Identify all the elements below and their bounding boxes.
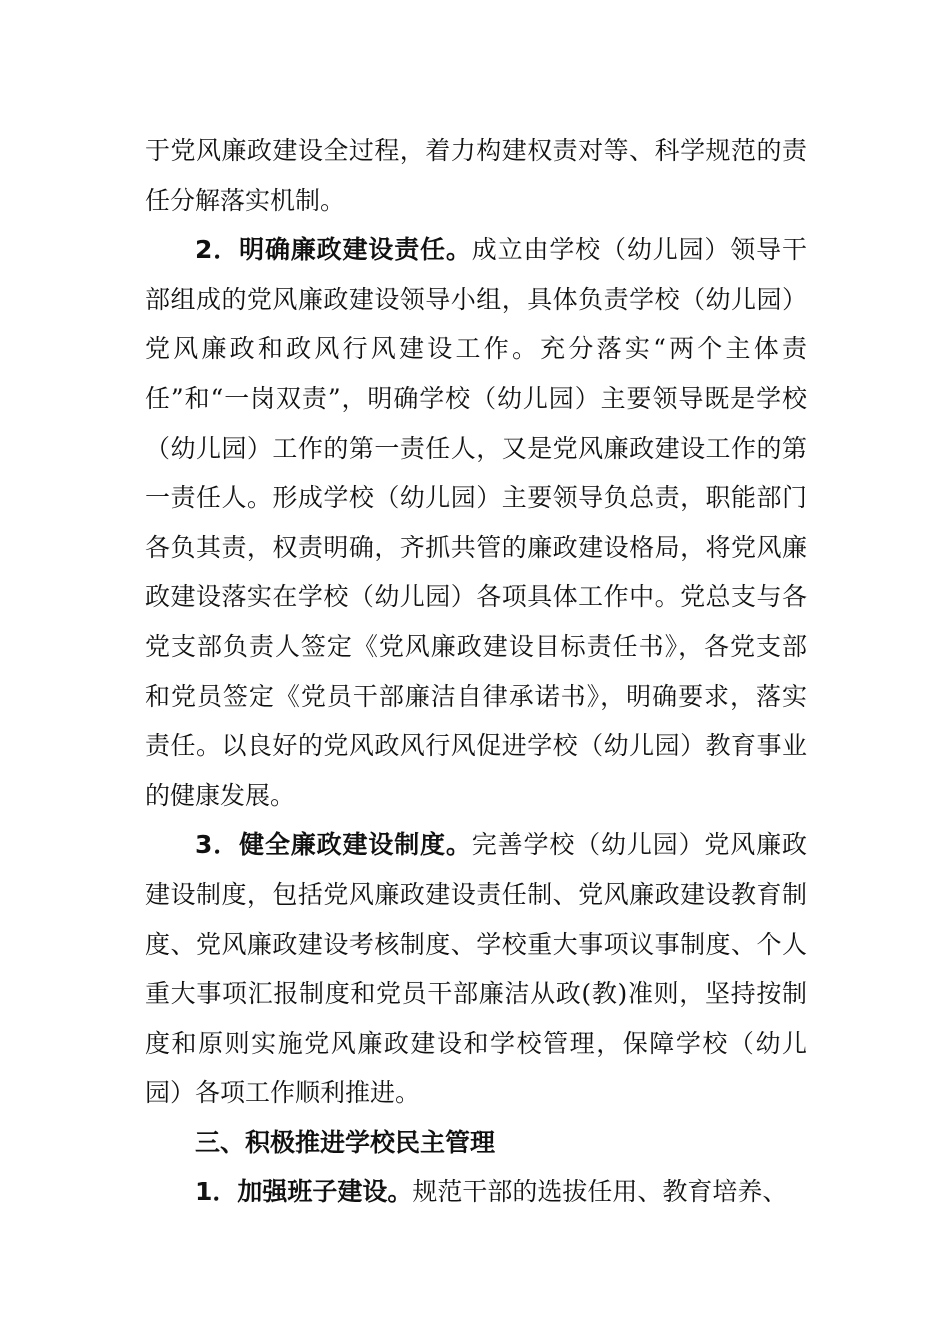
- section-heading-text: 三、积极推进学校民主管理: [195, 1127, 496, 1157]
- paragraph-team-building: [145, 1167, 807, 1217]
- paragraph-lead: 1．加强班子建设。: [195, 1177, 413, 1207]
- paragraph-text: 规范干部的选拔任用、教育培养、: [412, 1177, 788, 1207]
- paragraph-text: 完善学校（幼儿园）党风廉政建设制度，包括党风廉政建设责任制、党风廉政建设教育制度、党风廉政建设考核制度、学校重大事项议事制度、个人重大事项汇报制度和党员干部廉洁从政(教)准则，坚持按制度和原则实施党风廉政建设和学校管理，保障学校（幼儿园）各项工作顺利推进。: [145, 830, 807, 1108]
- paragraph-responsibility: [145, 225, 807, 820]
- paragraph-text: 于党风廉政建设全过程，着力构建权责对等、科学规范的责任分解落实机制。: [145, 136, 807, 215]
- paragraph-continuation: [145, 126, 807, 225]
- paragraph-text: 成立由学校（幼儿园）领导干部组成的党风廉政建设领导小组，具体负责学校（幼儿园）党风廉政和政风行风建设工作。充分落实“两个主体责任”和“一岗双责”，明确学校（幼儿园）主要领导既是学校（幼儿园）工作的第一责任人，又是党风廉政建设工作的第一责任人。形成学校（幼儿园）主要领导负总责，职能部门各负其责，权责明确，齐抓共管的廉政建设格局，将党风廉政建设落实在学校（幼儿园）各项具体工作中。党总支与各党支部负责人签定《党风廉政建设目标责任书》，各党支部和党员签定《党员干部廉洁自律承诺书》，明确要求，落实责任。以良好的党风政风行风促进学校（幼儿园）教育事业的健康发展。: [145, 235, 807, 810]
- paragraph-lead: 2．明确廉政建设责任。: [195, 235, 472, 265]
- paragraph-system: [145, 820, 807, 1118]
- section-heading: [145, 1118, 807, 1168]
- document-page: [145, 126, 807, 1217]
- paragraph-lead: 3．健全廉政建设制度。: [195, 830, 472, 860]
